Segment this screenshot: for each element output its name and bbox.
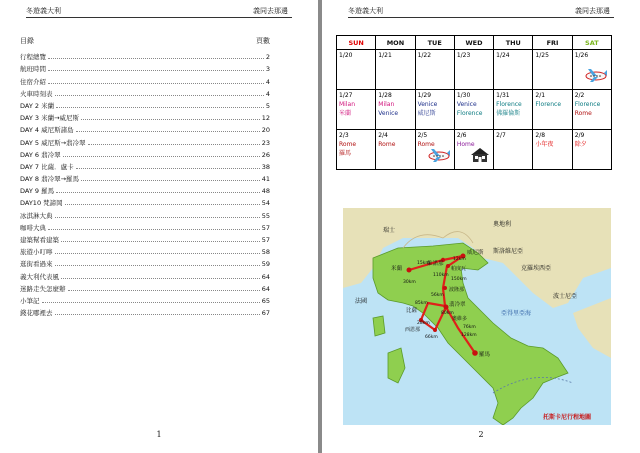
toc-leader <box>55 95 264 96</box>
toc-leader <box>65 204 260 205</box>
day-date: 1/24 <box>496 52 510 59</box>
label-slovenia: 斯洛維尼亞 <box>493 248 524 255</box>
weekday-thu: THU <box>494 36 533 50</box>
toc-item-title: 火車時刻表 <box>20 89 53 98</box>
calendar-day <box>572 90 611 130</box>
toc-item-title: DAY 4 威尼斯諸島 <box>20 126 74 135</box>
label-milan: 米蘭 <box>391 266 403 272</box>
milan-dot <box>407 268 412 273</box>
weekday-sun: SUN <box>337 36 376 50</box>
map-caption: 托斯卡尼行程地圖 <box>543 414 592 421</box>
toc-item-title: DAY 9 羅馬 <box>20 187 55 196</box>
toc-leader <box>48 83 264 84</box>
toc-leader <box>63 156 260 157</box>
calendar-week-row <box>337 50 612 90</box>
toc-item-title: DAY 6 翡冷翠 <box>20 150 61 159</box>
toc-item-title: DAY 5 威尼斯→翡冷翠 <box>20 138 86 147</box>
toc-leader <box>42 302 260 303</box>
toc-item <box>20 232 270 244</box>
page-number: 1 <box>156 430 162 439</box>
calendar-day <box>376 50 415 90</box>
calendar-day <box>533 90 572 130</box>
calendar-day <box>337 130 376 170</box>
toc-item-page: 67 <box>261 309 270 318</box>
toc-leader <box>61 241 260 242</box>
day-date: 2/1 <box>535 92 546 99</box>
padova-dot <box>446 264 450 268</box>
airplane-icon <box>427 147 451 166</box>
calendar-day <box>454 130 493 170</box>
toc-item-title: 冰淇淋大典 <box>20 211 53 220</box>
label-verona: 維諾那 <box>427 261 444 267</box>
day-date: 2/8 <box>535 132 546 139</box>
day-destination: Home <box>456 141 475 148</box>
toc-item-page: 23 <box>261 138 270 147</box>
label-pisa: 比薩 <box>406 308 418 314</box>
toc-item <box>20 220 270 232</box>
toc-leader <box>55 314 260 315</box>
calendar-day <box>572 50 611 90</box>
toc-item-page: 4 <box>265 89 270 98</box>
toc-item-page: 58 <box>261 248 270 257</box>
weekday-wed: WED <box>454 36 493 50</box>
calendar-day <box>415 90 454 130</box>
label-d2: 12km <box>453 257 466 262</box>
toc-item <box>20 183 270 195</box>
label-orvieto: 奧維多 <box>452 316 468 322</box>
day-date: 2/7 <box>496 132 506 139</box>
toc-leader <box>81 119 260 120</box>
toc-item <box>20 268 270 280</box>
label-d8: 28km <box>417 321 430 326</box>
calendar-day <box>454 90 493 130</box>
toc-item-title: 行程總覽 <box>20 53 46 62</box>
toc-item-title: 住宿介紹 <box>20 77 46 86</box>
header-right: 義同去那邊 <box>575 7 610 15</box>
toc-item <box>20 171 270 183</box>
toc-item <box>20 244 270 256</box>
day-date: 1/20 <box>339 52 353 59</box>
day-date: 1/22 <box>417 52 432 59</box>
toc-leader <box>68 290 260 291</box>
label-croatia: 克羅埃西亞 <box>521 265 552 272</box>
day-destination: Rome <box>417 141 435 148</box>
toc-item-title: DAY 2 米蘭 <box>20 101 55 110</box>
toc-item-page: 59 <box>261 260 270 269</box>
day-date: 1/30 <box>456 92 471 99</box>
label-d6: 56km <box>431 293 444 298</box>
toc-page-label: 頁數 <box>256 37 270 45</box>
day-destination: Florence <box>496 101 522 108</box>
day-date: 1/27 <box>339 92 353 99</box>
toc-leader <box>56 192 260 193</box>
toc-item-title: 迷路走失怎麼辦 <box>20 284 66 293</box>
day-destination: 威尼斯 <box>417 110 436 117</box>
toc-item-page: 57 <box>261 223 270 232</box>
right-page <box>322 0 640 453</box>
toc-item-page: 38 <box>261 162 270 171</box>
calendar-day <box>415 130 454 170</box>
toc-leader <box>76 131 260 132</box>
page-number: 2 <box>478 430 484 439</box>
toc-leader <box>56 107 264 108</box>
calendar-day <box>494 50 533 90</box>
toc-item-title: 小筆記 <box>20 296 40 305</box>
toc-item-title: 錢花哪裡去 <box>20 309 53 318</box>
day-destination: 米蘭 <box>339 110 352 117</box>
day-destination: Venice <box>456 101 477 108</box>
corsica <box>373 316 385 336</box>
calendar-day <box>376 90 415 130</box>
toc-leader <box>55 265 260 266</box>
day-date: 2/3 <box>339 132 349 139</box>
house-icon <box>470 147 490 166</box>
toc-item <box>20 147 270 159</box>
toc-leader <box>81 180 260 181</box>
day-date: 1/21 <box>378 52 392 59</box>
label-swiss: 瑞士 <box>383 227 396 234</box>
day-destination: Rome <box>574 110 592 117</box>
calendar-day <box>494 130 533 170</box>
toc-item-page: 41 <box>261 175 270 184</box>
toc-leader <box>61 278 260 279</box>
toc-item <box>20 122 270 134</box>
toc-item <box>20 281 270 293</box>
weekday-mon: MON <box>376 36 415 50</box>
label-d4: 110km <box>433 273 449 278</box>
toc-leader <box>55 217 260 218</box>
left-page <box>0 0 318 453</box>
toc-leader <box>48 70 264 71</box>
toc-item <box>20 305 270 317</box>
toc-item-page: 65 <box>261 296 270 305</box>
toc-item-page: 4 <box>265 77 270 86</box>
toc-item-title: DAY10 梵諦岡 <box>20 199 63 208</box>
day-destination: Rome <box>378 141 396 148</box>
toc-item-title: 旅遊小叮嚀 <box>20 248 53 257</box>
label-siena: 西恩那 <box>405 327 421 333</box>
toc-item-page: 64 <box>261 272 270 281</box>
label-rome: 羅馬 <box>479 352 491 358</box>
label-d1: 15km <box>417 261 430 266</box>
day-date: 1/28 <box>378 92 392 99</box>
toc-item-page: 26 <box>261 150 270 159</box>
toc-item <box>20 49 270 61</box>
label-venice: 威尼斯 <box>467 250 484 256</box>
day-destination: Florence <box>574 101 601 108</box>
toc-item <box>20 73 270 85</box>
toc-item-page: 55 <box>261 211 270 220</box>
toc-item <box>20 61 270 73</box>
day-destination: Rome <box>339 141 357 148</box>
calendar-day <box>572 130 611 170</box>
toc-item-page: 54 <box>261 199 270 208</box>
day-date: 2/4 <box>378 132 388 139</box>
label-d10: 66km <box>425 335 438 340</box>
label-florence: 翡冷翠 <box>449 302 466 308</box>
label-bologna: 波隆那 <box>449 287 465 293</box>
calendar-day <box>337 90 376 130</box>
calendar-day <box>415 50 454 90</box>
toc-item-page: 48 <box>261 187 270 196</box>
toc-item <box>20 134 270 146</box>
toc-item-title: 逛街看過來 <box>20 260 53 269</box>
label-france: 法國 <box>355 298 368 305</box>
toc-item-page: 5 <box>265 101 270 110</box>
day-destination: 羅馬 <box>339 150 352 157</box>
calendar-weekday-row <box>337 36 612 50</box>
day-destination: Florence <box>535 101 562 108</box>
toc-leader <box>55 253 260 254</box>
toc-item-page: 3 <box>265 65 270 74</box>
calendar-week-row <box>337 130 612 170</box>
calendar-day <box>494 90 533 130</box>
bologna-dot <box>443 286 447 290</box>
calendar-day <box>533 130 572 170</box>
toc-item-title: 航班時間 <box>20 65 46 74</box>
toc-item <box>20 110 270 122</box>
toc-item <box>20 256 270 268</box>
toc-title: 目錄 <box>20 37 34 45</box>
calendar-day <box>454 50 493 90</box>
day-date: 2/5 <box>417 132 428 139</box>
rome-dot <box>472 350 478 356</box>
weekday-tue: TUE <box>415 36 454 50</box>
label-adriatic: 亞得里亞海 <box>501 310 532 317</box>
label-d7: 85km <box>415 301 428 306</box>
toc-item-page: 20 <box>261 126 270 135</box>
calendar-day <box>376 130 415 170</box>
label-d12: 76km <box>463 325 476 330</box>
toc-leader <box>88 144 260 145</box>
florence-dot <box>444 305 449 310</box>
label-d5: 150km <box>451 277 467 282</box>
toc-item-page: 2 <box>265 53 270 62</box>
label-d9: 80km <box>441 311 454 316</box>
day-date: 1/25 <box>535 52 549 59</box>
toc-item-title: 咖啡大典 <box>20 223 46 232</box>
day-destination: Milan <box>339 101 355 108</box>
toc-item-page: 12 <box>261 114 270 123</box>
toc-item <box>20 207 270 219</box>
day-date: 2/2 <box>574 92 585 99</box>
calendar-week-row <box>337 90 612 130</box>
toc-leader <box>76 168 260 169</box>
day-destination: Venice <box>378 110 399 117</box>
label-d11: 128km <box>461 333 477 338</box>
header-right: 義同去那邊 <box>253 7 288 15</box>
label-bosnia: 波士尼亞 <box>553 293 578 300</box>
itinerary-calendar <box>336 35 612 170</box>
toc-item <box>20 159 270 171</box>
day-destination: 佛羅倫斯 <box>496 110 521 117</box>
toc-item-title: DAY 3 米蘭→威尼斯 <box>20 114 80 123</box>
toc-heading <box>20 36 270 46</box>
day-date: 1/26 <box>574 52 589 59</box>
label-padova: 帕度瓦 <box>451 266 467 272</box>
day-destination: 小年夜 <box>535 141 554 148</box>
toc-list <box>20 49 270 317</box>
weekday-sat: SAT <box>572 36 611 50</box>
day-destination: Venice <box>417 101 438 108</box>
toc-item-title: DAY 7 比薩．盧卡 <box>20 162 74 171</box>
toc-item-title: DAY 8 翡冷翠→羅馬 <box>20 175 80 184</box>
day-date: 2/6 <box>456 132 467 139</box>
calendar-day <box>337 50 376 90</box>
toc-item <box>20 86 270 98</box>
day-destination: 除夕 <box>574 141 587 148</box>
weekday-fri: FRI <box>533 36 572 50</box>
day-destination: Florence <box>456 110 483 117</box>
italy-route-map <box>343 208 611 425</box>
toc-item-page: 64 <box>261 284 270 293</box>
day-date: 1/23 <box>456 52 471 59</box>
header-rule <box>348 17 614 18</box>
day-date: 1/29 <box>417 92 432 99</box>
toc-item <box>20 293 270 305</box>
toc-leader <box>48 229 260 230</box>
calendar-day <box>533 50 572 90</box>
toc-item-title: 建築幫看建築 <box>20 236 59 244</box>
label-d3: 30km <box>403 280 416 285</box>
toc-item-page: 57 <box>261 236 270 244</box>
label-austria: 奧地利 <box>493 221 512 228</box>
toc-item-title: 義大利代表風 <box>20 272 59 281</box>
toc-item <box>20 98 270 110</box>
toc-leader <box>48 58 264 59</box>
toc-item <box>20 195 270 207</box>
day-destination: Milan <box>378 101 395 108</box>
day-date: 1/31 <box>496 92 510 99</box>
airplane-icon <box>584 67 608 86</box>
header-rule <box>26 17 292 18</box>
header-left: 冬遊義大利 <box>348 7 383 15</box>
siena-dot <box>433 328 437 332</box>
header-left: 冬遊義大利 <box>26 7 61 15</box>
day-date: 2/9 <box>574 132 585 139</box>
